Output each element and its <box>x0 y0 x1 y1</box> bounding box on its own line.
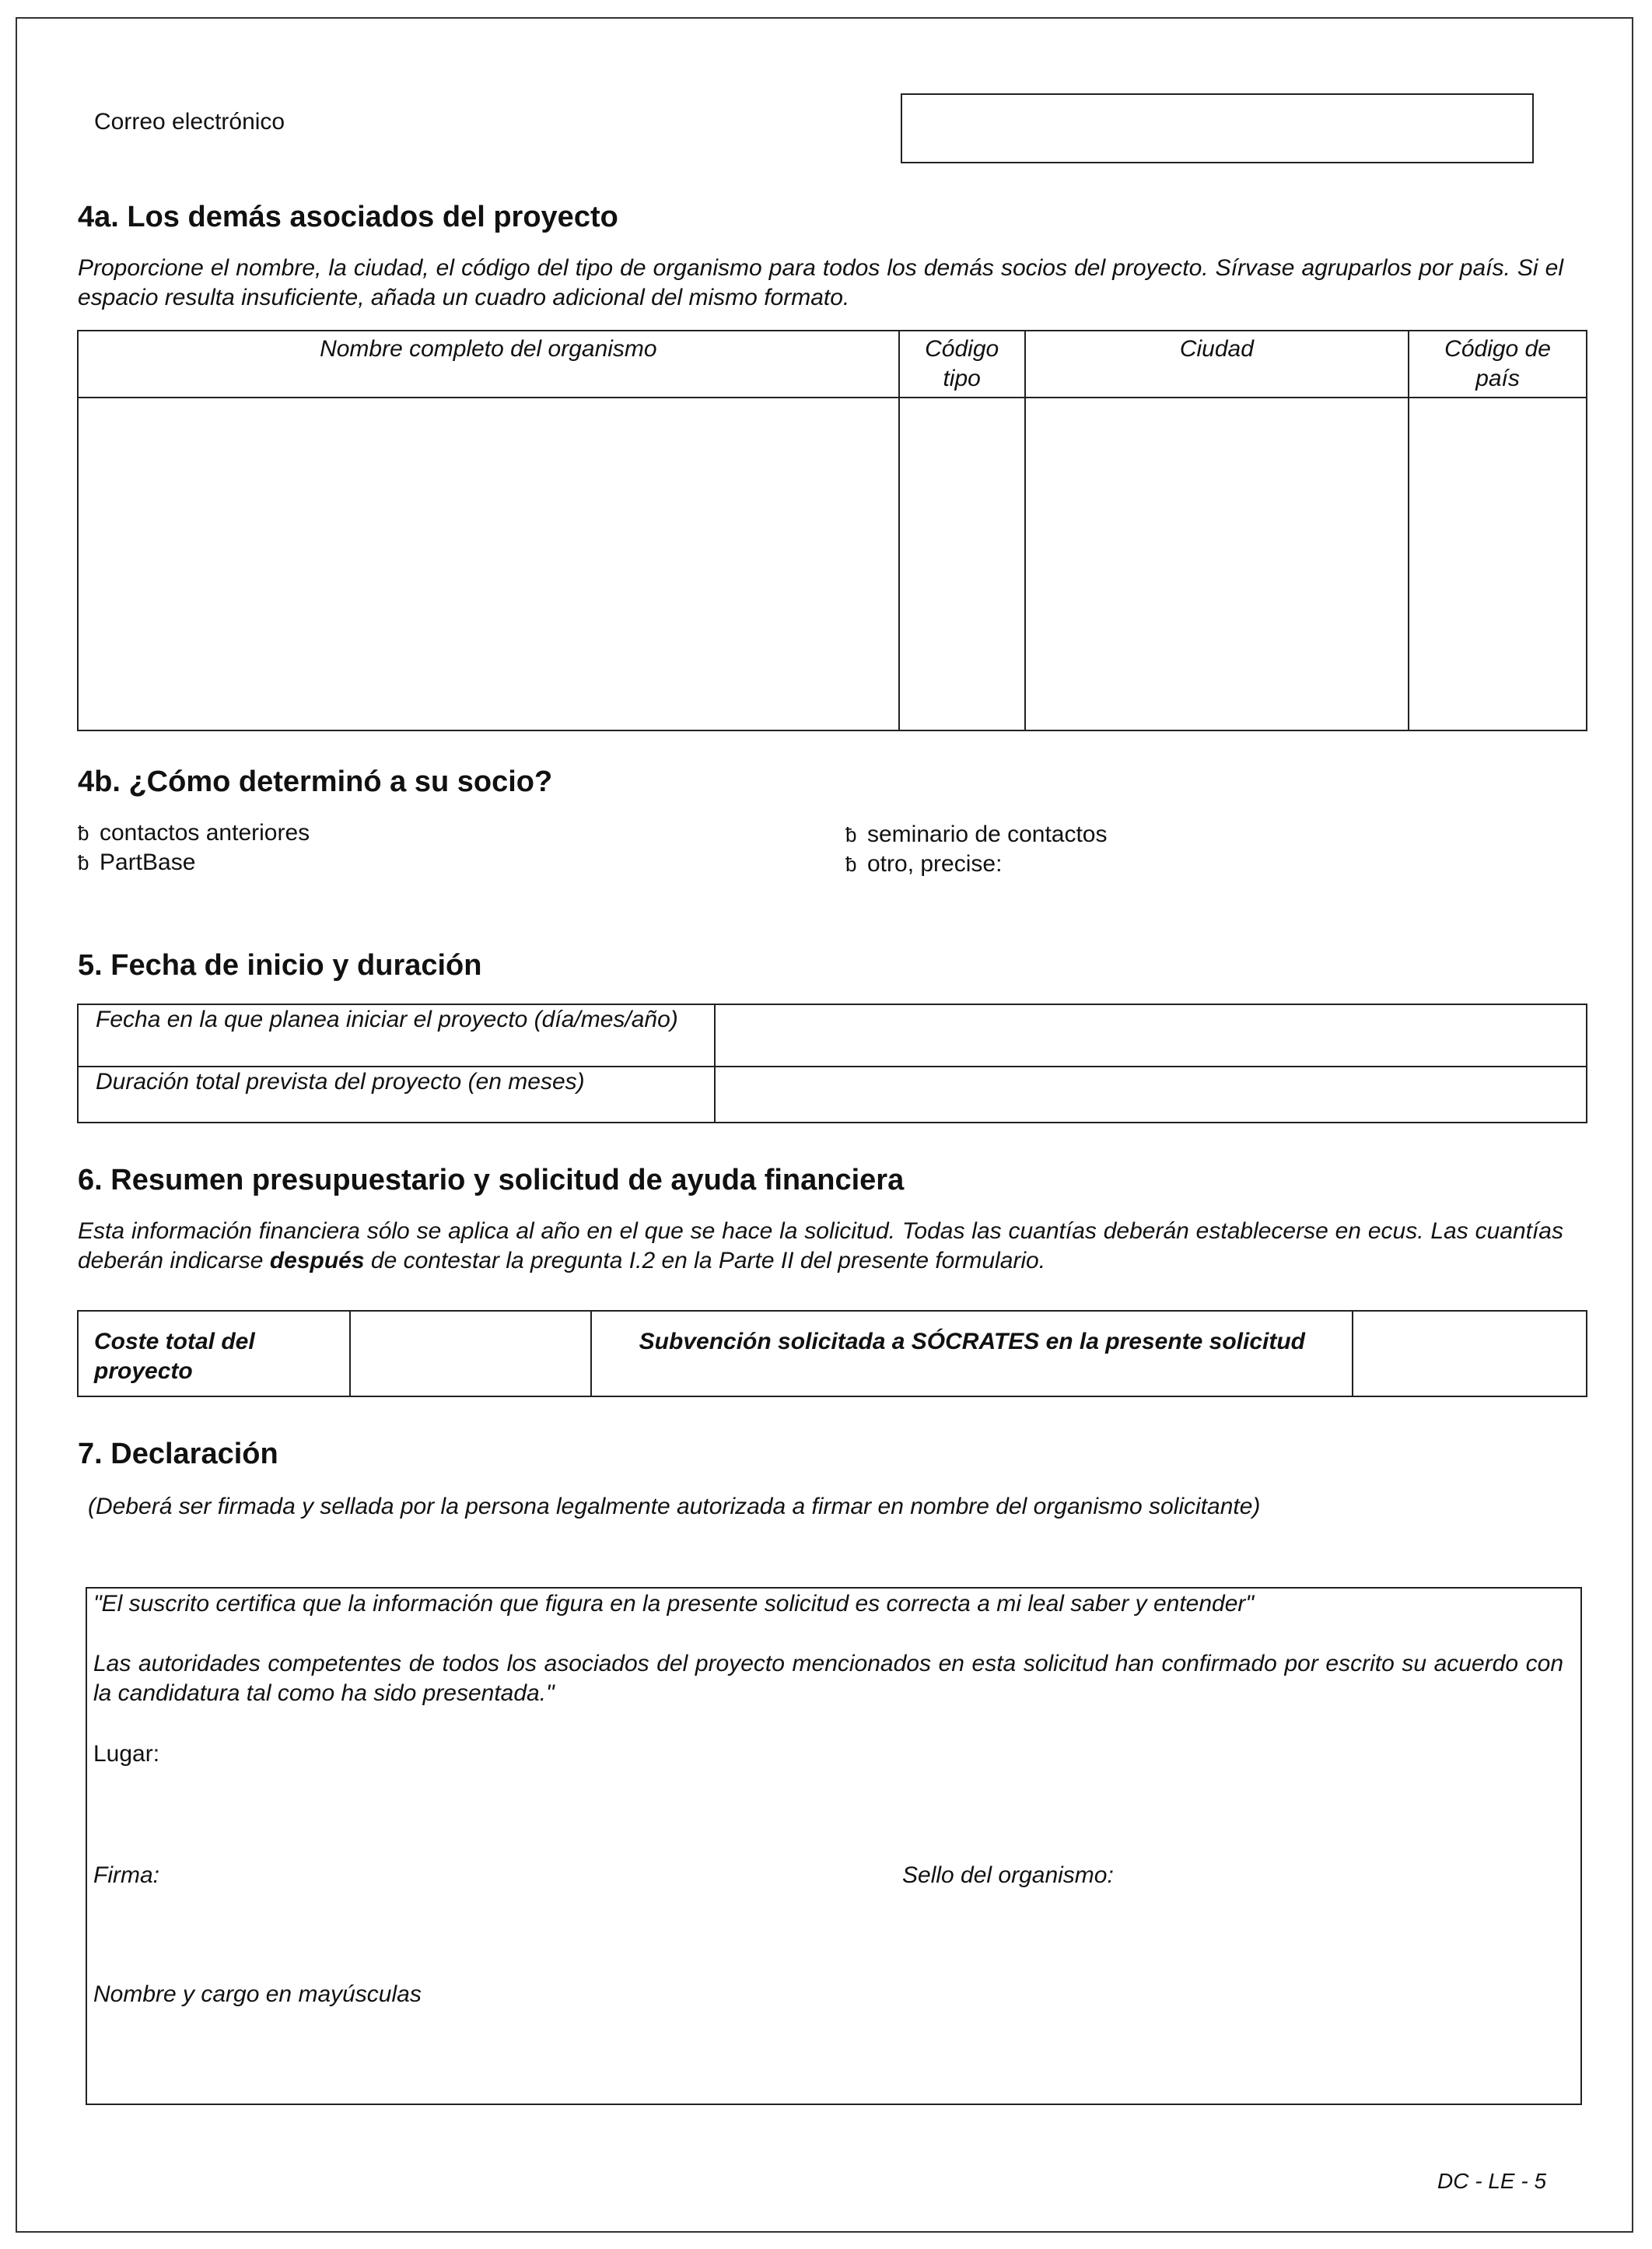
place-label: Lugar: <box>93 1741 160 1767</box>
email-label: Correo electrónico <box>94 109 285 135</box>
option-label: otro, precise: <box>867 851 1003 877</box>
col-header-city: Ciudad <box>1025 331 1409 398</box>
col-header-country-code: Código de país <box>1409 331 1587 398</box>
section-4a-title: 4a. Los demás asociados del proyecto <box>78 201 618 233</box>
email-field[interactable] <box>901 93 1534 163</box>
duration-field[interactable] <box>715 1067 1587 1123</box>
partners-table <box>77 330 1587 731</box>
section-5-title: 5. Fecha de inicio y duración <box>78 949 482 982</box>
declaration-statement-1: "El suscrito certifica que la información que figura en la presente solicitud es correcta a mi leal saber y entender" <box>93 1591 1255 1617</box>
option-previous-contacts[interactable] <box>78 820 310 846</box>
seal-label: Sello del organismo: <box>902 1862 1114 1888</box>
signature-label: Firma: <box>93 1862 159 1888</box>
partners-empty-row <box>78 398 1587 730</box>
checkbox-mark-icon: ƀ <box>78 821 89 845</box>
partner-country-cell[interactable] <box>1409 398 1587 730</box>
start-date-row <box>78 1004 1587 1067</box>
checkbox-mark-icon: ƀ <box>845 823 857 846</box>
page-code: DC - LE - 5 <box>1437 2169 1547 2193</box>
budget-table <box>77 1310 1587 1397</box>
option-label: contactos anteriores <box>100 820 310 846</box>
section-6-intro <box>78 1217 1563 1276</box>
budget-row <box>78 1311 1587 1396</box>
option-label: seminario de contactos <box>867 821 1108 847</box>
intro-text-part1: Esta información financiera sólo se aplica al año en el que se hace la solicitud. Todas las cuantías deberán establecerse en ecus. Las cuantías deberán indicarse <box>78 1218 1563 1273</box>
duration-label: Duración total prevista del proyecto (en meses) <box>78 1067 715 1123</box>
partner-city-cell[interactable] <box>1025 398 1409 730</box>
intro-text-part2: de contestar la pregunta I.2 en la Parte II del presente formulario. <box>364 1248 1046 1273</box>
intro-text-bold: después <box>269 1248 365 1273</box>
checkbox-mark-icon: ƀ <box>78 851 89 874</box>
grant-requested-field[interactable] <box>1353 1311 1587 1396</box>
declaration-statement-2: Las autoridades competentes de todos los asociados del proyecto mencionados en esta solicitud han confirmado por escrito su acuerdo con la candidatura tal como ha sido presentada." <box>93 1651 1563 1706</box>
section-7-title: 7. Declaración <box>78 1438 278 1470</box>
partner-name-cell[interactable] <box>78 398 899 730</box>
start-date-label: Fecha en la que planea iniciar el proyecto (día/mes/año) <box>78 1004 715 1067</box>
section-4a-intro: Proporcione el nombre, la ciudad, el código del tipo de organismo para todos los demás socios del proyecto. Sírvase agruparlos por país. Si el espacio resulta insuficiente, añada un cuadro adicional del mismo formato. <box>78 255 1563 310</box>
col-header-name: Nombre completo del organismo <box>78 331 899 398</box>
option-other[interactable] <box>845 851 1002 878</box>
start-duration-table <box>77 1004 1587 1123</box>
total-cost-field[interactable] <box>350 1311 592 1396</box>
partners-header-row <box>78 331 1587 398</box>
option-contact-seminar[interactable] <box>845 821 1108 848</box>
total-cost-label: Coste total del proyecto <box>78 1311 350 1396</box>
start-date-field[interactable] <box>715 1004 1587 1067</box>
duration-row <box>78 1067 1587 1123</box>
declaration-note: (Deberá ser firmada y sellada por la persona legalmente autorizada a firmar en nombre del organismo solicitante) <box>88 1494 1261 1519</box>
section-4b-title: 4b. ¿Cómo determinó a su socio? <box>78 765 553 798</box>
option-label: PartBase <box>100 850 196 875</box>
partner-type-cell[interactable] <box>899 398 1025 730</box>
grant-requested-label: Subvención solicitada a SÓCRATES en la presente solicitud <box>591 1311 1353 1396</box>
option-partbase[interactable] <box>78 850 195 876</box>
section-6-title: 6. Resumen presupuestario y solicitud de ayuda financiera <box>78 1164 905 1196</box>
name-position-label: Nombre y cargo en mayúsculas <box>93 1981 422 2007</box>
col-header-type-code: Código tipo <box>899 331 1025 398</box>
checkbox-mark-icon: ƀ <box>845 853 857 876</box>
